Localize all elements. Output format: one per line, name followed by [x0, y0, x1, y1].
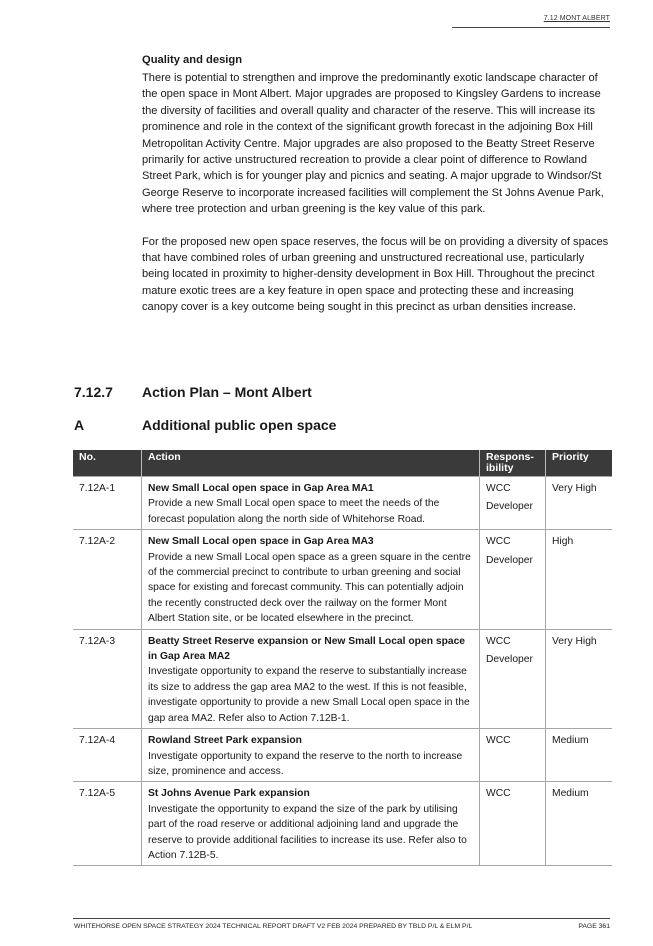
- cell-no: 7.12A-1: [73, 477, 142, 530]
- cell-priority: Very High: [546, 477, 613, 530]
- action-title: Beatty Street Reserve expansion or New Small Local open space in Gap Area MA2: [148, 635, 466, 663]
- header-responsibility: Respons-ibility: [480, 450, 546, 477]
- responsibility-1: WCC: [486, 635, 511, 647]
- footer-document-info: WHITEHORSE OPEN SPACE STRATEGY 2024 TECHNICAL REPORT DRAFT V2 FEB 2024 PREPARED BY TBLD P/L & ELM P/L: [74, 923, 473, 930]
- table-row: [73, 530, 612, 629]
- cell-no: 7.12A-5: [73, 782, 142, 866]
- header-no: No.: [73, 450, 142, 477]
- subsection-title: Additional public open space: [142, 417, 337, 433]
- cell-priority: Very High: [546, 629, 613, 728]
- header-action: Action: [142, 450, 480, 477]
- page-number: PAGE 361: [578, 923, 610, 930]
- cell-no: 7.12A-4: [73, 729, 142, 782]
- cell-priority: Medium: [546, 782, 613, 866]
- table-row: [73, 477, 612, 530]
- action-description: Provide a new Small Local open space as a green square in the centre of the commercial precinct to contribute to urban greening and social space for existing and forecast community. This can potentially adjoin the recently constructed deck over the railway on the former Mont Albert Station site, or be located elsewhere in the precinct.: [148, 551, 471, 625]
- page-footer: [74, 923, 610, 930]
- responsibility-2: Developer: [486, 554, 533, 566]
- action-title: New Small Local open space in Gap Area MA1: [148, 483, 374, 494]
- cell-action: [142, 729, 480, 782]
- action-title: Rowland Street Park expansion: [148, 735, 302, 747]
- responsibility-1: WCC: [486, 483, 511, 494]
- cell-no: 7.12A-2: [73, 530, 142, 629]
- responsibility-1: WCC: [486, 788, 511, 800]
- table-row: [73, 782, 612, 866]
- responsibility-1: WCC: [486, 536, 511, 548]
- responsibility-2: Developer: [486, 654, 533, 666]
- quality-paragraph-2: For the proposed new open space reserves, the focus will be on providing a diversity of spaces that have combined roles of urban greening and unstructured recreational use, particularly being located in proximity to higher-density development in Box Hill. Throughout the precinct mature exotic trees are a key feature in open space and protecting these and increasing canopy cover is a key outcome being sought in this precinct as urban densities increase.: [142, 235, 609, 314]
- header-rule: [452, 27, 610, 28]
- cell-action: [142, 782, 480, 866]
- subsection-letter: A: [74, 417, 85, 433]
- cell-no: 7.12A-3: [73, 629, 142, 728]
- subsection-heading: [74, 417, 336, 433]
- quality-paragraph-1: There is potential to strengthen and improve the predominantly exotic landscape character of the open space in Mont Albert. Major upgrades are proposed to Kingsley Gardens to increase the diversity of facilities and overall quality and character of the reserve. This will increase its prominence and role in the context of the significant growth forecast in the adjoining Box Hill Metropolitan Activity Centre. Major upgrades are also proposed to the Beatty Street Reserve primarily for active unstructured recreation to provide a clear point of difference to Rowland Street Park, which is for younger play and picnics and seating. A major upgrade to Windsor/St George Reserve to incorporate increased facilities will complement the St Johns Avenue Park, where tree protection and urban greening is the key value of this park.: [142, 72, 604, 216]
- table-row: [73, 629, 612, 728]
- section-number: 7.12.7: [74, 384, 113, 400]
- cell-responsibility: [480, 782, 546, 866]
- cell-responsibility: [480, 530, 546, 629]
- action-description: Investigate the opportunity to expand the size of the park by utilising part of the road reserve or additional adjoining land and upgrade the reserve to provide additional facilities to increase its use. Refer also to Action 7.12B-5.: [148, 803, 467, 861]
- cell-priority: High: [546, 530, 613, 629]
- quality-section: [142, 54, 612, 316]
- action-title: St Johns Avenue Park expansion: [148, 788, 310, 800]
- action-description: Provide a new Small Local open space to meet the needs of the forecast population along the north side of Whitehorse Road.: [148, 498, 440, 525]
- header-priority: Priority: [546, 450, 613, 477]
- quality-heading: Quality and design: [142, 54, 243, 66]
- cell-action: [142, 477, 480, 530]
- cell-responsibility: [480, 729, 546, 782]
- running-header: 7.12 MONT ALBERT: [543, 15, 610, 22]
- action-description: Investigate opportunity to expand the reserve to the north to increase size, prominence and access.: [148, 750, 463, 777]
- action-table: [73, 450, 612, 866]
- cell-action: [142, 530, 480, 629]
- footer-rule: [73, 918, 610, 919]
- cell-responsibility: [480, 477, 546, 530]
- responsibility-1: WCC: [486, 735, 511, 747]
- section-title: Action Plan – Mont Albert: [142, 384, 312, 400]
- responsibility-2: Developer: [486, 501, 533, 513]
- cell-action: [142, 629, 480, 728]
- cell-responsibility: [480, 629, 546, 728]
- table-header-row: [73, 450, 612, 477]
- action-description: Investigate opportunity to expand the reserve to substantially increase its size to address the gap area MA2 to the west. If this is not feasible, investigate opportunity to provide a new Small Local open space in the gap area MA2. Refer also to Action 7.12B-1.: [148, 666, 470, 724]
- action-title: New Small Local open space in Gap Area MA3: [148, 536, 374, 548]
- cell-priority: Medium: [546, 729, 613, 782]
- section-heading: [74, 384, 312, 400]
- table-row: [73, 729, 612, 782]
